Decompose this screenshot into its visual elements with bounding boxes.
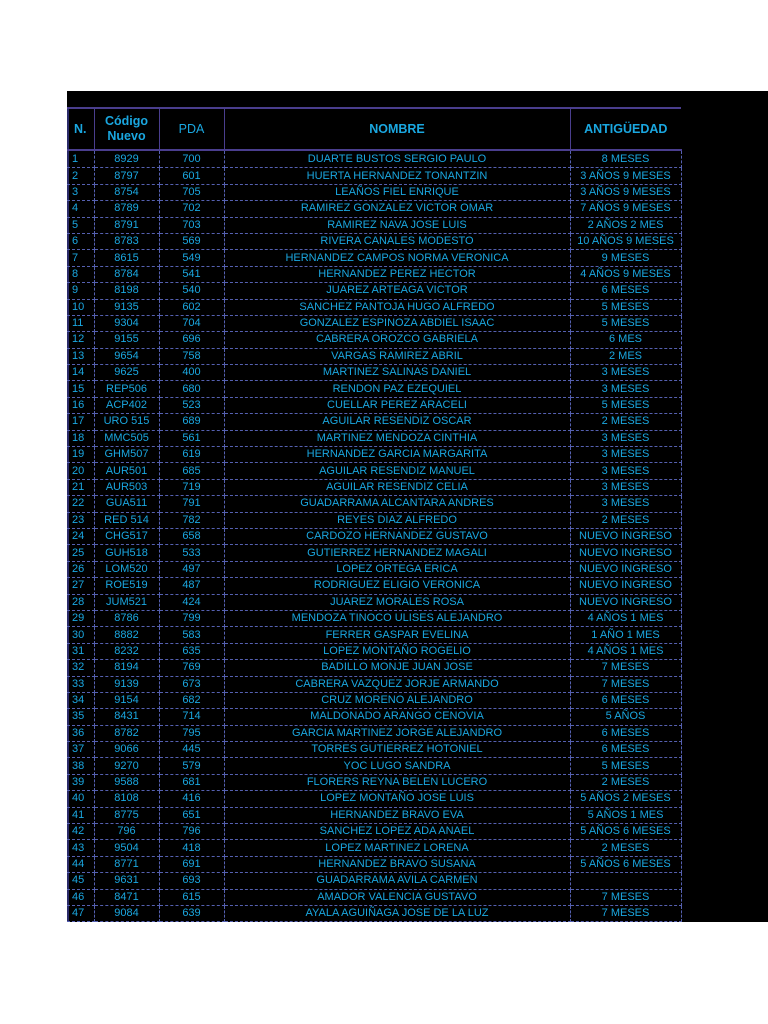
cell-nombre: CABRERA OROZCO GABRIELA [224,332,570,348]
cell-antiguedad: 5 AÑOS 6 MESES [570,824,681,840]
cell-antiguedad: NUEVO INGRESO [570,528,681,544]
cell-antiguedad [570,873,681,889]
cell-antiguedad: 10 AÑOS 9 MESES [570,233,681,249]
cell-antiguedad: 5 MESES [570,315,681,331]
cell-antiguedad: 3 MESES [570,381,681,397]
header-nombre: NOMBRE [224,108,570,150]
cell-antiguedad: 3 AÑOS 9 MESES [570,168,681,184]
table-row [67,463,681,479]
cell-n: 27 [67,578,94,594]
cell-n: 3 [67,184,94,200]
table-header-row [67,108,681,150]
cell-pda: 418 [159,840,224,856]
cell-codigo: 8929 [94,150,159,168]
cell-nombre: CABRERA VAZQUEZ JORJE ARMANDO [224,676,570,692]
cell-pda: 799 [159,610,224,626]
cell-n: 37 [67,742,94,758]
cell-codigo: 8108 [94,791,159,807]
cell-codigo: LOM520 [94,561,159,577]
cell-antiguedad: 6 MESES [570,742,681,758]
cell-pda: 696 [159,332,224,348]
cell-antiguedad: 7 MESES [570,660,681,676]
cell-nombre: AGUILAR RESENDIZ MANUEL [224,463,570,479]
cell-antiguedad: 2 MESES [570,414,681,430]
table-row [67,217,681,233]
cell-codigo: 8431 [94,709,159,725]
cell-n: 13 [67,348,94,364]
cell-codigo: AUR503 [94,479,159,495]
cell-n: 30 [67,627,94,643]
cell-n: 35 [67,709,94,725]
cell-pda: 682 [159,692,224,708]
table-row [67,774,681,790]
cell-nombre: GUTIERREZ HERNANDEZ MAGALI [224,545,570,561]
cell-antiguedad: 3 MESES [570,496,681,512]
table-row [67,496,681,512]
cell-antiguedad: 7 MESES [570,905,681,921]
cell-n: 9 [67,283,94,299]
cell-pda: 791 [159,496,224,512]
cell-n: 11 [67,315,94,331]
cell-nombre: CRUZ MORENO ALEJANDRO [224,692,570,708]
table-row [67,266,681,282]
cell-codigo: CHG517 [94,528,159,544]
cell-nombre: GUADARRAMA ALCANTARA ANDRES [224,496,570,512]
employee-table [67,107,682,922]
cell-nombre: JUAREZ ARTEAGA VICTOR [224,283,570,299]
cell-antiguedad: 1 AÑO 1 MES [570,627,681,643]
cell-nombre: FERRER GASPAR EVELINA [224,627,570,643]
cell-codigo: 8771 [94,856,159,872]
table-row [67,397,681,413]
cell-antiguedad: 5 AÑOS 1 MES [570,807,681,823]
cell-pda: 400 [159,365,224,381]
cell-pda: 424 [159,594,224,610]
cell-codigo: AUR501 [94,463,159,479]
cell-codigo: 8782 [94,725,159,741]
cell-antiguedad: 7 AÑOS 9 MESES [570,201,681,217]
cell-codigo: 9270 [94,758,159,774]
table-row [67,643,681,659]
cell-pda: 561 [159,430,224,446]
cell-n: 10 [67,299,94,315]
cell-antiguedad: 5 MESES [570,299,681,315]
table-row [67,283,681,299]
cell-antiguedad: 2 AÑOS 2 MES [570,217,681,233]
cell-n: 33 [67,676,94,692]
cell-nombre: AYALA AGUIÑAGA JOSE DE LA LUZ [224,905,570,921]
table-row [67,873,681,889]
cell-antiguedad: NUEVO INGRESO [570,594,681,610]
cell-codigo: RED 514 [94,512,159,528]
cell-codigo: 9304 [94,315,159,331]
cell-nombre: GUADARRAMA AVILA CARMEN [224,873,570,889]
header-pda: PDA [159,108,224,150]
table-row [67,250,681,266]
cell-antiguedad: 8 MESES [570,150,681,168]
cell-nombre: MALDONADO ARANGO CENOVIA [224,709,570,725]
table-row [67,610,681,626]
cell-pda: 769 [159,660,224,676]
cell-pda: 579 [159,758,224,774]
cell-antiguedad: NUEVO INGRESO [570,561,681,577]
cell-pda: 689 [159,414,224,430]
cell-nombre: DUARTE BUSTOS SERGIO PAULO [224,150,570,168]
cell-nombre: HERNANDEZ CAMPOS NORMA VERONICA [224,250,570,266]
cell-codigo: 9154 [94,692,159,708]
cell-pda: 639 [159,905,224,921]
table-row [67,692,681,708]
cell-codigo: 9084 [94,905,159,921]
cell-antiguedad: 2 MESES [570,840,681,856]
cell-n: 36 [67,725,94,741]
cell-nombre: AGUILAR RESENDIZ OSCAR [224,414,570,430]
table-row [67,381,681,397]
table-row [67,512,681,528]
cell-pda: 635 [159,643,224,659]
cell-antiguedad: 2 MESES [570,774,681,790]
table-row [67,332,681,348]
cell-pda: 569 [159,233,224,249]
cell-codigo: 8194 [94,660,159,676]
cell-codigo: 9066 [94,742,159,758]
cell-pda: 549 [159,250,224,266]
cell-antiguedad: 6 MESES [570,725,681,741]
cell-pda: 693 [159,873,224,889]
cell-codigo: 9135 [94,299,159,315]
cell-codigo: 8198 [94,283,159,299]
cell-antiguedad: 6 MES [570,332,681,348]
cell-n: 39 [67,774,94,790]
cell-pda: 487 [159,578,224,594]
cell-antiguedad: 3 AÑOS 9 MESES [570,184,681,200]
cell-pda: 691 [159,856,224,872]
cell-n: 42 [67,824,94,840]
cell-antiguedad: 3 MESES [570,430,681,446]
cell-antiguedad: NUEVO INGRESO [570,545,681,561]
cell-pda: 602 [159,299,224,315]
cell-n: 41 [67,807,94,823]
cell-nombre: GARCIA MARTINEZ JORGE ALEJANDRO [224,725,570,741]
table-row [67,299,681,315]
cell-n: 23 [67,512,94,528]
table-row [67,824,681,840]
cell-nombre: CARDOZO HERNANDEZ GUSTAVO [224,528,570,544]
cell-antiguedad: 2 MESES [570,512,681,528]
cell-n: 6 [67,233,94,249]
cell-codigo: ACP402 [94,397,159,413]
cell-antiguedad: 5 AÑOS 2 MESES [570,791,681,807]
cell-n: 8 [67,266,94,282]
cell-n: 44 [67,856,94,872]
table-row [67,742,681,758]
cell-nombre: MARTINEZ SALINAS DANIEL [224,365,570,381]
cell-antiguedad: 7 MESES [570,676,681,692]
table-row [67,905,681,921]
cell-nombre: YOC LUGO SANDRA [224,758,570,774]
cell-pda: 673 [159,676,224,692]
table-row [67,545,681,561]
cell-antiguedad: 2 MES [570,348,681,364]
table-row [67,676,681,692]
cell-pda: 685 [159,463,224,479]
cell-pda: 795 [159,725,224,741]
table-row [67,348,681,364]
cell-nombre: VARGAS RAMIREZ ABRIL [224,348,570,364]
cell-codigo: 9504 [94,840,159,856]
cell-pda: 681 [159,774,224,790]
cell-nombre: RODRIGUEZ ELIGIO VERONICA [224,578,570,594]
cell-n: 12 [67,332,94,348]
cell-n: 5 [67,217,94,233]
cell-nombre: CUELLAR PEREZ ARACELI [224,397,570,413]
cell-codigo: 8615 [94,250,159,266]
table-row [67,315,681,331]
cell-n: 19 [67,447,94,463]
cell-pda: 651 [159,807,224,823]
cell-n: 1 [67,150,94,168]
cell-n: 43 [67,840,94,856]
table-row [67,807,681,823]
cell-codigo: 8775 [94,807,159,823]
cell-codigo: JUM521 [94,594,159,610]
cell-n: 29 [67,610,94,626]
cell-antiguedad: 3 MESES [570,463,681,479]
cell-antiguedad: 5 AÑOS 6 MESES [570,856,681,872]
cell-pda: 719 [159,479,224,495]
cell-nombre: AGUILAR RESENDIZ CELIA [224,479,570,495]
table-row [67,233,681,249]
cell-n: 18 [67,430,94,446]
table-row [67,660,681,676]
spreadsheet-area [67,91,768,922]
cell-codigo: URO 515 [94,414,159,430]
table-row [67,150,681,168]
table-row [67,447,681,463]
cell-codigo: 9654 [94,348,159,364]
cell-n: 16 [67,397,94,413]
cell-nombre: GONZALEZ ESPINOZA ABDIEL ISAAC [224,315,570,331]
cell-pda: 533 [159,545,224,561]
cell-nombre: FLORERS REYNA BELEN LUCERO [224,774,570,790]
cell-codigo: GHM507 [94,447,159,463]
cell-pda: 583 [159,627,224,643]
cell-antiguedad: 6 MESES [570,283,681,299]
table-row [67,725,681,741]
cell-nombre: LOPEZ ORTEGA ERICA [224,561,570,577]
cell-pda: 541 [159,266,224,282]
cell-nombre: MENDOZA TINOCO ULISES ALEJANDRO [224,610,570,626]
cell-pda: 702 [159,201,224,217]
cell-nombre: LOPEZ MARTINEZ LORENA [224,840,570,856]
cell-pda: 523 [159,397,224,413]
cell-n: 21 [67,479,94,495]
cell-nombre: JUAREZ MORALES ROSA [224,594,570,610]
cell-pda: 615 [159,889,224,905]
cell-codigo: GUA511 [94,496,159,512]
cell-codigo: 8232 [94,643,159,659]
cell-pda: 714 [159,709,224,725]
cell-pda: 703 [159,217,224,233]
cell-pda: 680 [159,381,224,397]
cell-pda: 758 [159,348,224,364]
cell-nombre: MARTINEZ MENDOZA CINTHIA [224,430,570,446]
cell-n: 47 [67,905,94,921]
cell-n: 24 [67,528,94,544]
cell-codigo: REP506 [94,381,159,397]
cell-n: 26 [67,561,94,577]
cell-nombre: LOPEZ MONTAÑO JOSE LUIS [224,791,570,807]
table-row [67,709,681,725]
cell-n: 28 [67,594,94,610]
cell-antiguedad: 7 MESES [570,889,681,905]
cell-n: 7 [67,250,94,266]
table-row [67,201,681,217]
cell-nombre: TORRES GUTIERREZ HOTONIEL [224,742,570,758]
cell-pda: 416 [159,791,224,807]
cell-pda: 704 [159,315,224,331]
cell-nombre: RAMIREZ GONZALEZ VICTOR OMAR [224,201,570,217]
cell-codigo: ROE519 [94,578,159,594]
cell-nombre: AMADOR VALENCIA GUSTAVO [224,889,570,905]
cell-nombre: HUERTA HERNANDEZ TONANTZIN [224,168,570,184]
cell-codigo: 8797 [94,168,159,184]
cell-nombre: RIVERA CANALES MODESTO [224,233,570,249]
cell-n: 4 [67,201,94,217]
cell-nombre: LEAÑOS FIEL ENRIQUE [224,184,570,200]
cell-nombre: HERNANDEZ BRAVO EVA [224,807,570,823]
table-row [67,184,681,200]
table-row [67,479,681,495]
cell-nombre: HERNANDEZ BRAVO SUSANA [224,856,570,872]
cell-codigo: 8754 [94,184,159,200]
cell-antiguedad: 5 AÑOS [570,709,681,725]
cell-codigo: 9588 [94,774,159,790]
cell-n: 31 [67,643,94,659]
cell-nombre: REYES DIAZ ALFREDO [224,512,570,528]
cell-codigo: 8882 [94,627,159,643]
cell-n: 17 [67,414,94,430]
cell-codigo: MMC505 [94,430,159,446]
table-row [67,594,681,610]
cell-antiguedad: 4 AÑOS 9 MESES [570,266,681,282]
cell-antiguedad: 3 MESES [570,479,681,495]
table-row [67,168,681,184]
cell-antiguedad: 3 MESES [570,365,681,381]
cell-codigo: 8783 [94,233,159,249]
cell-antiguedad: 5 MESES [570,397,681,413]
cell-nombre: BADILLO MONJE JUAN JOSE [224,660,570,676]
cell-n: 45 [67,873,94,889]
cell-n: 15 [67,381,94,397]
table-row [67,758,681,774]
table-row [67,528,681,544]
cell-codigo: 8786 [94,610,159,626]
cell-antiguedad: 3 MESES [570,447,681,463]
cell-antiguedad: 5 MESES [570,758,681,774]
cell-n: 20 [67,463,94,479]
header-n: N. [67,108,94,150]
cell-pda: 782 [159,512,224,528]
cell-n: 22 [67,496,94,512]
cell-nombre: SANCHEZ PANTOJA HUGO ALFREDO [224,299,570,315]
cell-codigo: 9155 [94,332,159,348]
cell-antiguedad: NUEVO INGRESO [570,578,681,594]
cell-pda: 445 [159,742,224,758]
table-row [67,889,681,905]
table-row [67,840,681,856]
table-row [67,561,681,577]
cell-nombre: LOPEZ MONTAÑO ROGELIO [224,643,570,659]
cell-antiguedad: 6 MESES [570,692,681,708]
cell-pda: 540 [159,283,224,299]
cell-nombre: HERNANDEZ GARCIA MARGARITA [224,447,570,463]
cell-pda: 705 [159,184,224,200]
table-row [67,414,681,430]
header-antiguedad: ANTIGÜEDAD [570,108,681,150]
cell-codigo: 8791 [94,217,159,233]
cell-n: 46 [67,889,94,905]
cell-n: 25 [67,545,94,561]
cell-pda: 619 [159,447,224,463]
cell-codigo: 796 [94,824,159,840]
cell-nombre: RENDON PAZ EZEQUIEL [224,381,570,397]
table-row [67,791,681,807]
cell-pda: 601 [159,168,224,184]
table-row [67,627,681,643]
cell-n: 14 [67,365,94,381]
cell-pda: 796 [159,824,224,840]
cell-codigo: 9139 [94,676,159,692]
cell-nombre: RAMIREZ NAVA JOSE LUIS [224,217,570,233]
table-row [67,365,681,381]
cell-codigo: 9625 [94,365,159,381]
cell-antiguedad: 9 MESES [570,250,681,266]
cell-pda: 497 [159,561,224,577]
cell-n: 40 [67,791,94,807]
cell-nombre: SANCHEZ LOPEZ ADA ANAEL [224,824,570,840]
cell-pda: 700 [159,150,224,168]
cell-codigo: 8784 [94,266,159,282]
cell-pda: 658 [159,528,224,544]
table-row [67,430,681,446]
cell-codigo: 9631 [94,873,159,889]
cell-codigo: GUH518 [94,545,159,561]
header-codigo: Código Nuevo [94,108,159,150]
cell-n: 34 [67,692,94,708]
cell-antiguedad: 4 AÑOS 1 MES [570,610,681,626]
cell-antiguedad: 4 AÑOS 1 MES [570,643,681,659]
table-row [67,578,681,594]
cell-n: 38 [67,758,94,774]
cell-n: 2 [67,168,94,184]
cell-n: 32 [67,660,94,676]
table-row [67,856,681,872]
cell-codigo: 8471 [94,889,159,905]
cell-nombre: HERNANDEZ PEREZ HECTOR [224,266,570,282]
cell-codigo: 8789 [94,201,159,217]
